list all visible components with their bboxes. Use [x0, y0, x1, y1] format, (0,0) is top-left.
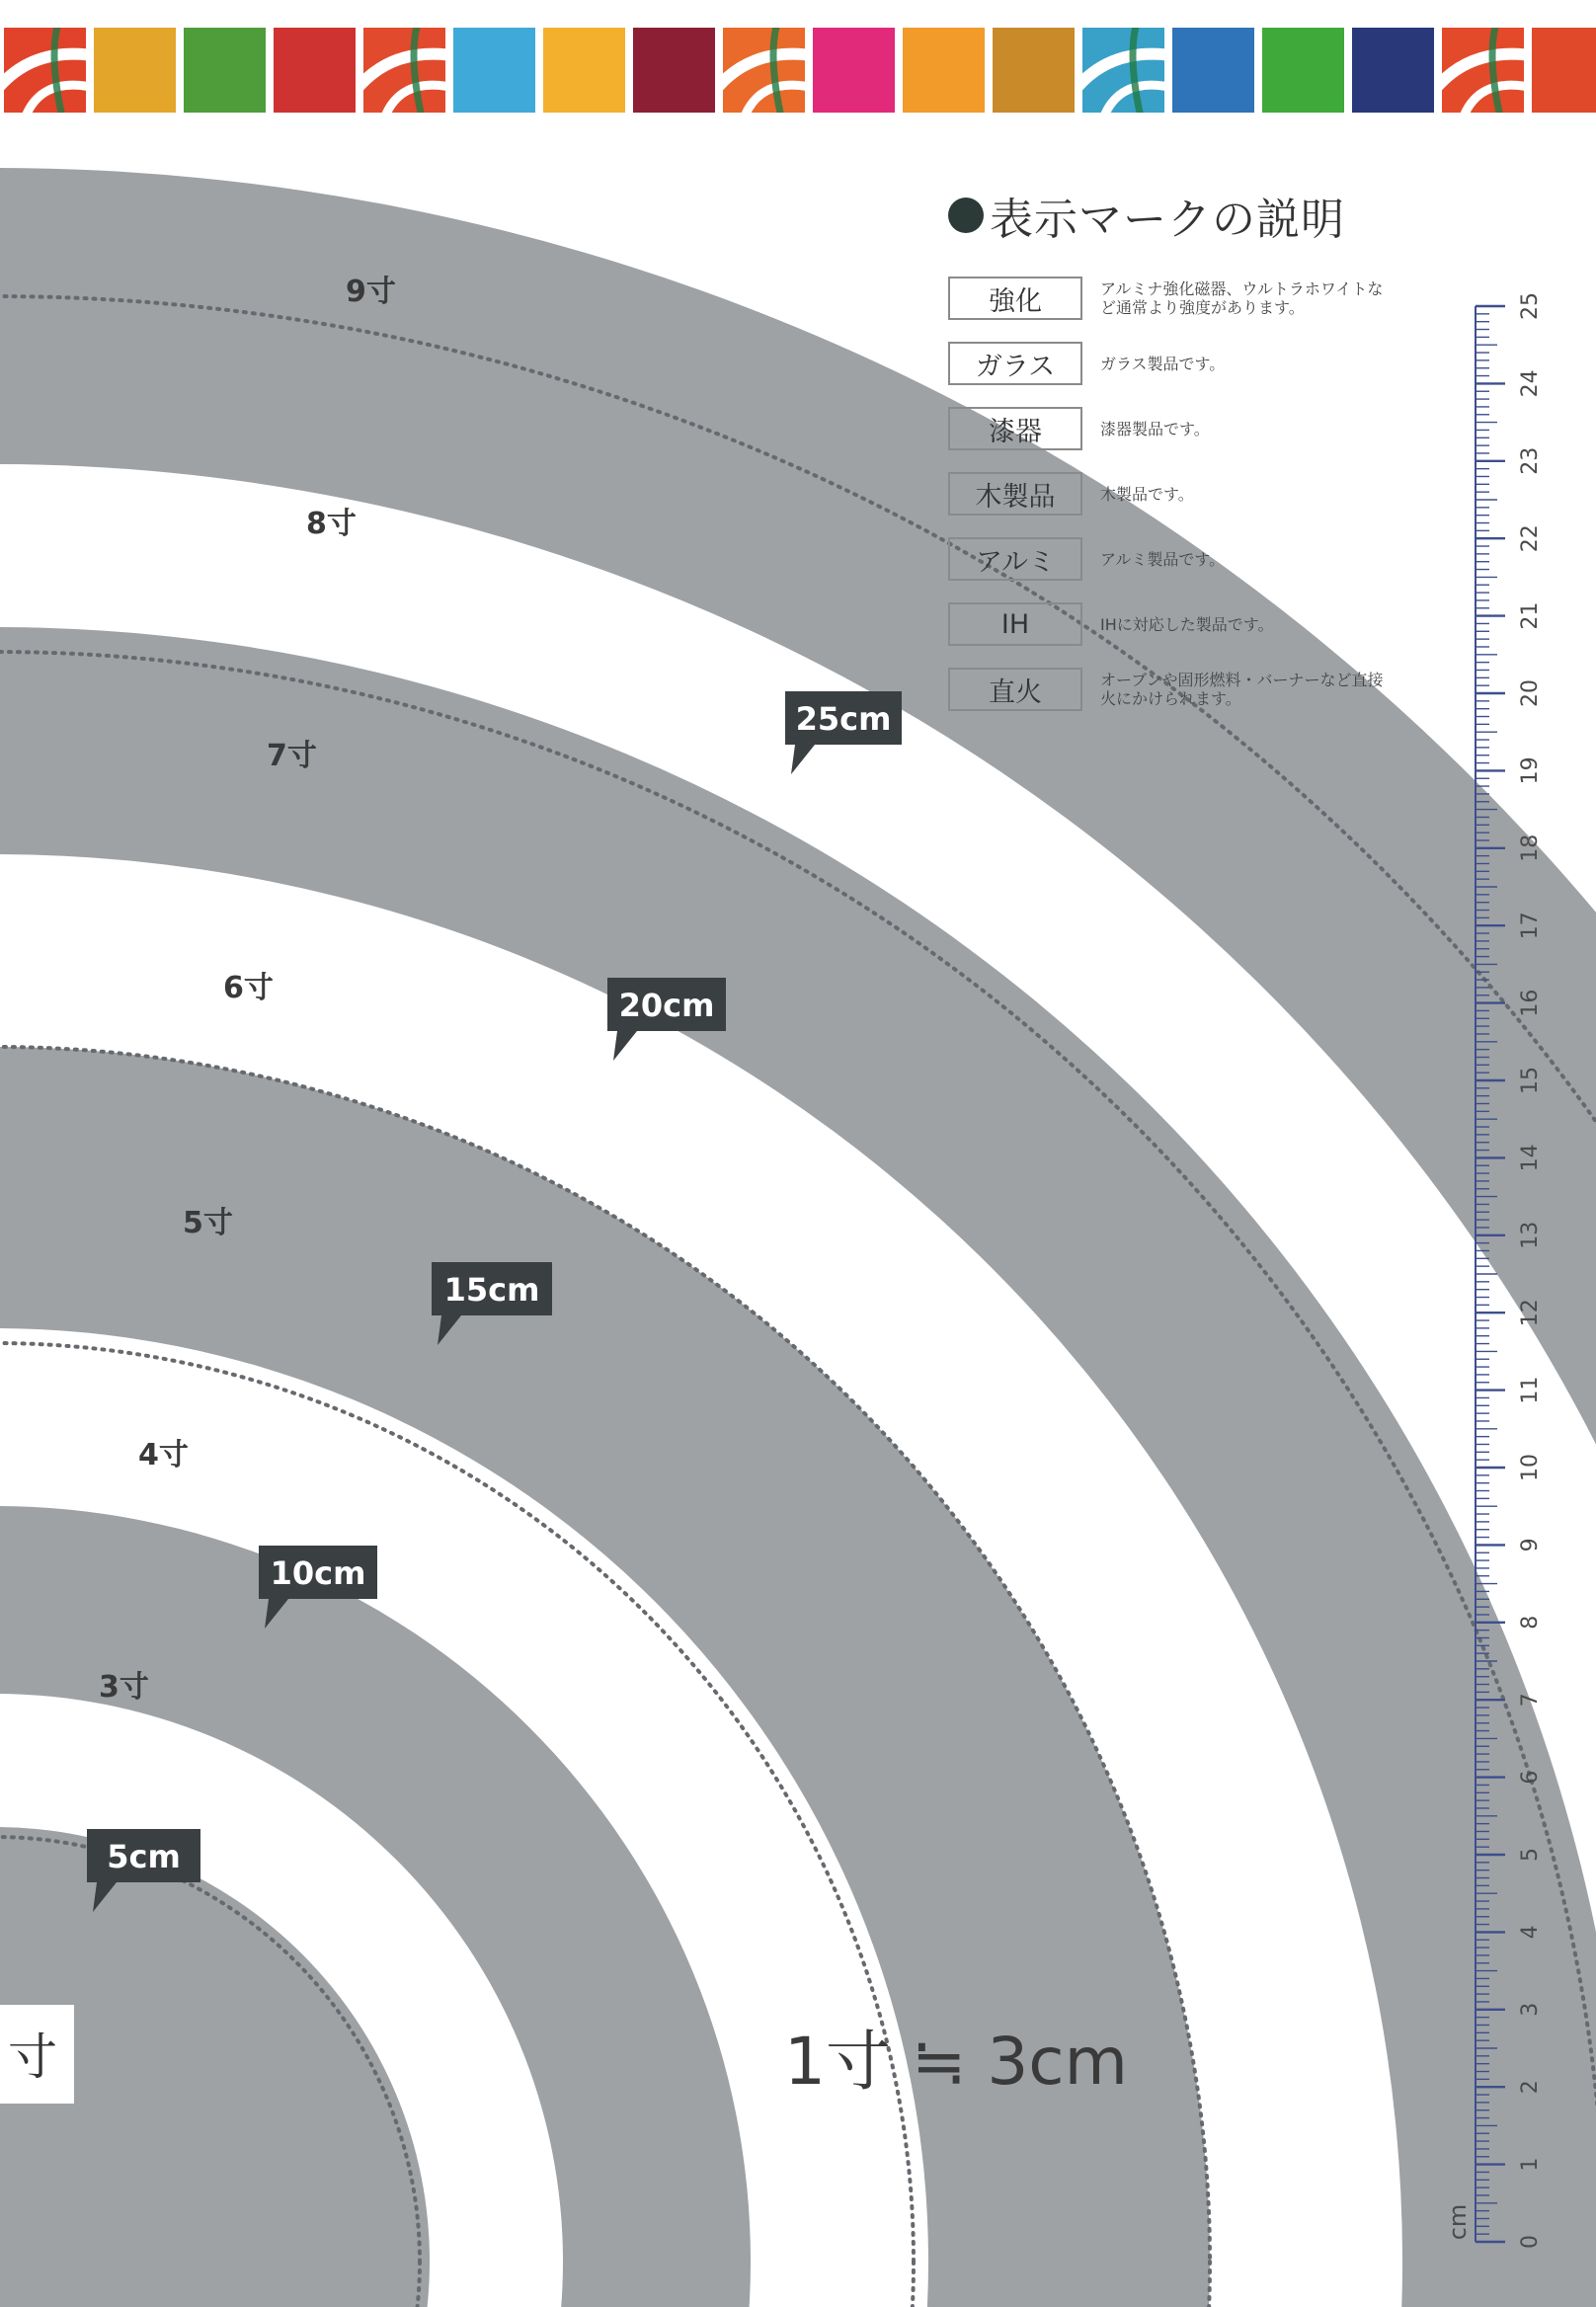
- ruler-number: 15: [1518, 1067, 1543, 1094]
- sun-size-label: 5寸: [183, 1206, 233, 1240]
- mark-badge: IH: [948, 602, 1082, 646]
- mark-description: ガラス製品です。: [1100, 354, 1226, 373]
- color-tile: [633, 28, 715, 113]
- mark-description: IHに対応した製品です。: [1100, 614, 1274, 634]
- swirl-logo-tile: [1442, 28, 1524, 113]
- ruler-number: 1: [1518, 2157, 1543, 2172]
- cm-callout-text: 20cm: [618, 987, 715, 1024]
- ruler-number: 13: [1518, 1221, 1543, 1249]
- ruler-number: 16: [1518, 989, 1543, 1017]
- ruler-number: 3: [1518, 2002, 1543, 2017]
- legend-item: [948, 275, 1412, 322]
- color-tile: [1352, 28, 1434, 113]
- legend-item: [948, 666, 1412, 713]
- ruler-number: 22: [1518, 524, 1543, 553]
- mark-badge: ガラス: [948, 342, 1082, 385]
- ruler-number: 14: [1518, 1144, 1543, 1172]
- sun-size-label: 4寸: [138, 1438, 189, 1472]
- partial-sun-label: [0, 2005, 74, 2104]
- ruler-number: 17: [1518, 912, 1543, 940]
- ruler-number: 0: [1518, 2235, 1543, 2249]
- swirl-pattern-icon: [363, 28, 445, 113]
- swirl-pattern-icon: [1082, 28, 1164, 113]
- ruler-number: 21: [1518, 601, 1543, 630]
- ruler-number: 4: [1518, 1925, 1543, 1940]
- mark-badge: 木製品: [948, 472, 1082, 516]
- sun-size-label: 6寸: [223, 971, 274, 1005]
- color-tile: [184, 28, 266, 113]
- ruler-number: 24: [1518, 369, 1543, 398]
- unit-conversion-note: 1寸 ≒ 3cm: [784, 2024, 1128, 2100]
- cm-callout-text: 25cm: [795, 700, 892, 738]
- mark-description: アルミナ強化磁器、ウルトラホワイトなど通常より強度があります。: [1100, 279, 1384, 317]
- ruler-number: 10: [1518, 1454, 1543, 1481]
- mark-badge: アルミ: [948, 537, 1082, 581]
- ruler-number: 19: [1518, 756, 1543, 785]
- color-tile: [813, 28, 895, 113]
- mark-legend: [948, 184, 1412, 731]
- legend-item: [948, 470, 1412, 517]
- color-tile: [94, 28, 176, 113]
- ruler-number: 2: [1518, 2080, 1543, 2095]
- color-tile: [543, 28, 625, 113]
- ruler-number: 12: [1518, 1299, 1543, 1327]
- cm-callout-text: 10cm: [270, 1554, 366, 1592]
- legend-item: [948, 340, 1412, 387]
- color-tile: [274, 28, 356, 113]
- mark-badge: 漆器: [948, 407, 1082, 450]
- ruler-unit-label: cm: [1444, 2203, 1472, 2241]
- mark-description: 木製品です。: [1100, 484, 1194, 504]
- swirl-logo-tile: [723, 28, 805, 113]
- ruler-number: 5: [1518, 1848, 1543, 1862]
- legend-item: [948, 600, 1412, 648]
- mark-badge: 直火: [948, 668, 1082, 711]
- swirl-logo-tile: [1082, 28, 1164, 113]
- cm-callout-text: 5cm: [107, 1838, 181, 1875]
- legend-item: [948, 535, 1412, 583]
- ruler-number: 25: [1518, 292, 1543, 320]
- mark-badge: 強化: [948, 277, 1082, 320]
- sun-size-label: 7寸: [267, 739, 317, 773]
- color-tile: [453, 28, 535, 113]
- ruler-number: 8: [1518, 1615, 1543, 1630]
- color-tile: [1532, 28, 1596, 113]
- color-tile-band: [0, 28, 1596, 113]
- swirl-logo-tile: [4, 28, 86, 113]
- ruler-number: 7: [1518, 1693, 1543, 1708]
- cm-callout-text: 15cm: [443, 1271, 540, 1309]
- sun-size-label: 8寸: [306, 507, 357, 541]
- partial-sun-label-text: 寸: [8, 2029, 57, 2086]
- ruler-number: 20: [1518, 679, 1543, 707]
- ruler-number: 18: [1518, 834, 1543, 862]
- color-tile: [1262, 28, 1344, 113]
- color-tile: [993, 28, 1075, 113]
- mark-description: 漆器製品です。: [1100, 419, 1210, 438]
- swirl-logo-tile: [363, 28, 445, 113]
- legend-title: [948, 184, 1412, 247]
- ruler-number: 23: [1518, 446, 1543, 475]
- mark-description: オーブンや固形燃料・バーナーなど直接火にかけられます。: [1100, 671, 1384, 708]
- swirl-pattern-icon: [1442, 28, 1524, 113]
- color-tile: [903, 28, 985, 113]
- ruler-number: 6: [1518, 1770, 1543, 1785]
- legend-item: [948, 405, 1412, 452]
- sun-size-label: 9寸: [346, 275, 396, 309]
- legend-title-text: 表示マークの説明: [990, 195, 1345, 245]
- ruler-number: 9: [1518, 1538, 1543, 1552]
- color-tile: [1172, 28, 1254, 113]
- ruler-number: 11: [1518, 1376, 1543, 1404]
- sun-size-label: 3寸: [99, 1670, 149, 1705]
- legend-list: [948, 275, 1412, 713]
- mark-description: アルミ製品です。: [1100, 549, 1226, 569]
- bullet-dot-icon: [948, 198, 984, 233]
- swirl-pattern-icon: [4, 28, 86, 113]
- swirl-pattern-icon: [723, 28, 805, 113]
